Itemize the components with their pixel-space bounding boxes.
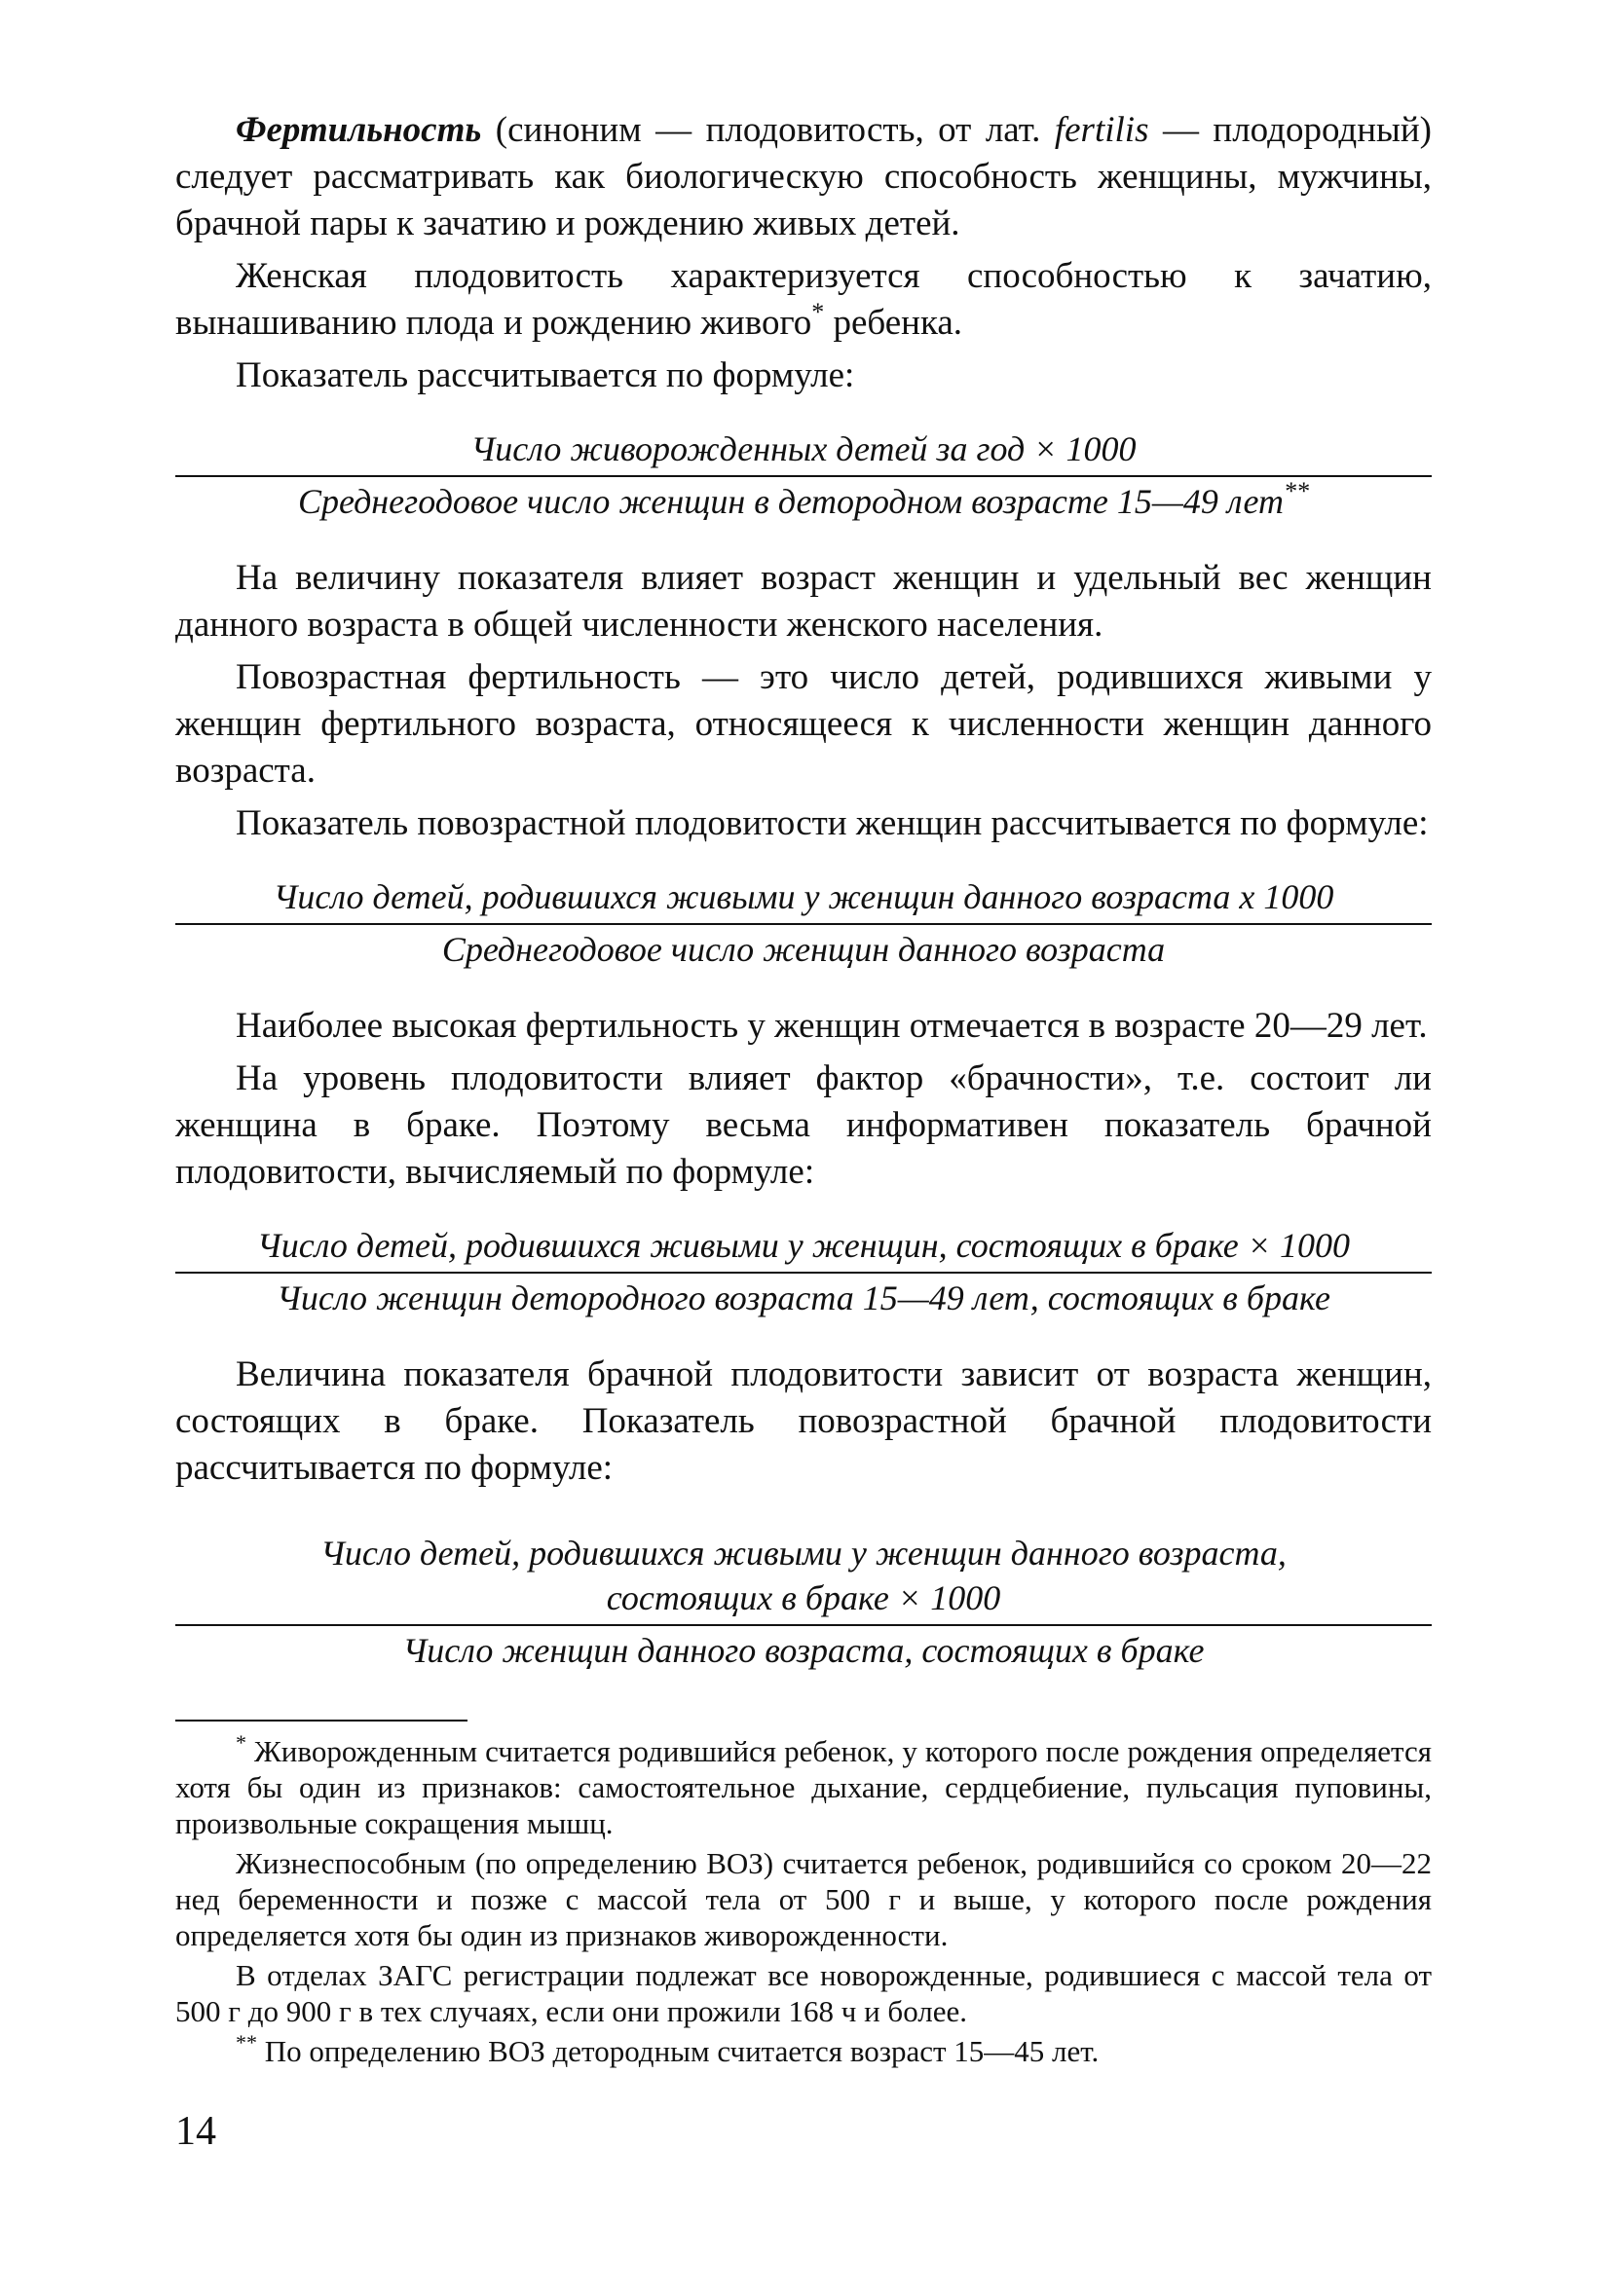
- formula-denominator: Число женщин детородного возраста 15—49 лет, состоящих в браке: [277, 1278, 1330, 1317]
- formula-numerator-line-1: Число детей, родившихся живыми у женщин данного возраста,: [320, 1534, 1287, 1573]
- footnote-1: [175, 1730, 1432, 1841]
- formula-fertility: [175, 426, 1432, 524]
- footnote-2: [175, 2030, 1432, 2069]
- paragraph-influence: На величину показателя влияет возраст женщин и удельный вес женщин данного возраста в общей численности женского населения.: [175, 558, 1432, 645]
- paragraph-peak-fertility: Наиболее высокая фертильность у женщин отмечается в возрасте 20—29 лет.: [236, 1006, 1428, 1046]
- paragraph-formula-intro-2: Показатель повозрастной плодовитости женщин рассчитывается по формуле:: [236, 803, 1429, 843]
- formula-numerator: Число живорожденных детей за год × 1000: [175, 426, 1432, 477]
- footnote-text: По определению ВОЗ детородным считается возраст 15—45 лет.: [257, 2034, 1100, 2068]
- paragraph-marital-age: Величина показателя брачной плодовитости зависит от возраста женщин, состоящих в браке. Показатель повозрастной брачной плодовитости рассчитывается по формуле:: [175, 1354, 1432, 1488]
- page-body: [175, 107, 1432, 2069]
- paragraph-marital-factor: На уровень плодовитости влияет фактор «брачности», т.е. состоит ли женщина в браке. Поэтому весьма информативен показатель брачной плодовитости, вычисляемый по формуле:: [175, 1058, 1432, 1192]
- term-fertility: Фертильность: [236, 110, 482, 150]
- formula-denominator: [175, 477, 1432, 524]
- formula-numerator-line-2: состоящих в браке × 1000: [175, 1575, 1432, 1626]
- paragraph-female-fertility: [175, 253, 1432, 347]
- footnote-ref-2[interactable]: **: [1284, 477, 1309, 505]
- paragraph-fertility-definition: [175, 107, 1432, 247]
- formula-numerator: Число детей, родившихся живыми у женщин, состоящих в браке × 1000: [175, 1223, 1432, 1274]
- formula-age-marital-fertility: [175, 1531, 1432, 1673]
- formula-denominator: Число женщин данного возраста, состоящих в браке: [402, 1631, 1205, 1670]
- paragraph-age-fertility: Повозрастная фертильность — это число детей, родившихся живыми у женщин фертильного возраста, относящееся к численности женщин данного возраста.: [175, 657, 1432, 791]
- latin-word: fertilis: [1054, 110, 1149, 150]
- paragraph-text: — плодородный) следует рассматривать как биологическую способность женщины, мужчины, брачной пары к зачатию и рождению живых детей.: [175, 110, 1432, 243]
- footnote-ref-1[interactable]: *: [811, 298, 825, 326]
- formula-numerator: Число детей, родившихся живыми у женщин данного возраста х 1000: [175, 874, 1432, 925]
- footnote-viability: Жизнеспособным (по определению ВОЗ) считается ребенок, родившийся со сроком 20—22 нед беременности и позже с массой тела от 500 г и выше, у которого после рождения определяется хотя бы один из признаков живорожденности.: [175, 1846, 1432, 1952]
- formula-denominator: Среднегодовое число женщин данного возраста: [441, 930, 1166, 969]
- paragraph-text: (синоним — плодовитость, от лат.: [481, 110, 1055, 150]
- page-number: 14: [175, 2109, 216, 2154]
- paragraph-text: Женская плодовитость характеризуется способностью к зачатию, вынашиванию плода и рождению живого: [175, 256, 1432, 343]
- paragraph-text: ребенка.: [824, 303, 963, 343]
- formula-marital-fertility: [175, 1223, 1432, 1320]
- formula-age-fertility: [175, 874, 1432, 972]
- footnote-divider: [175, 1720, 467, 1722]
- footnote-text: Живорожденным считается родившийся ребенок, у которого после рождения определяется хотя бы один из признаков: самостоятельное дыхание, сердцебиение, пульсация пуповины, произвольные сокращения мышц.: [175, 1734, 1432, 1840]
- paragraph-formula-intro-1: Показатель рассчитывается по формуле:: [236, 355, 855, 395]
- formula-denominator-text: Среднегодовое число женщин в детородном возрасте 15—49 лет: [298, 482, 1284, 521]
- footnote-mark-2: **: [236, 2030, 257, 2055]
- footnote-mark-1: *: [236, 1730, 246, 1755]
- footnote-registry: В отделах ЗАГС регистрации подлежат все новорожденные, родившиеся с массой тела от 500 г до 900 г в тех случаях, если они прожили 168 ч и более.: [175, 1958, 1432, 2028]
